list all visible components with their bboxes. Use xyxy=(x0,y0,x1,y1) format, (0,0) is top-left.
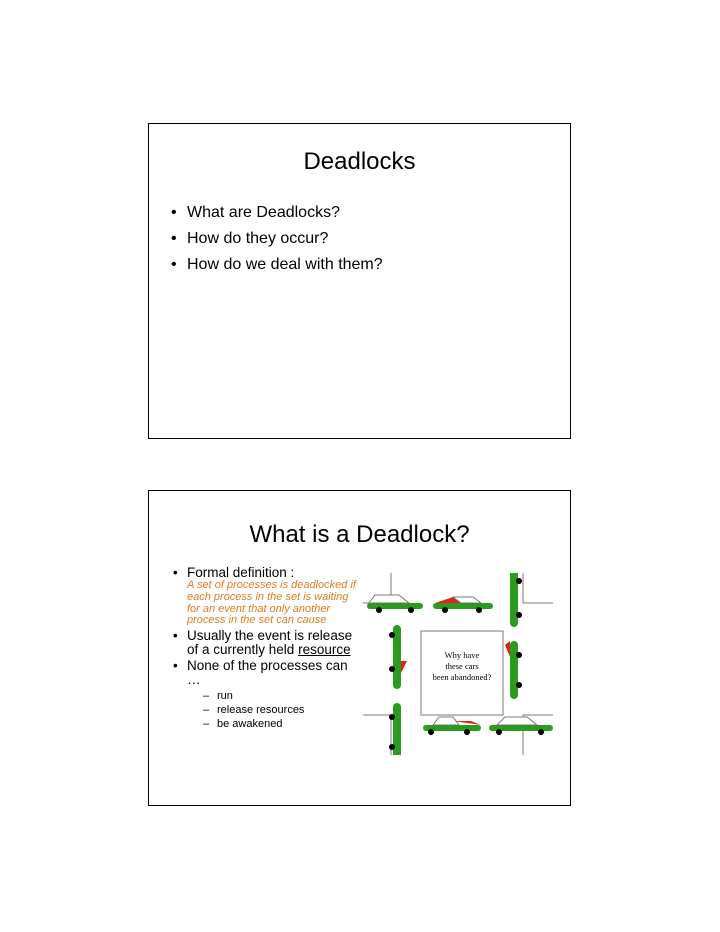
slide-deadlocks xyxy=(148,123,571,439)
car-left-middle xyxy=(389,625,407,689)
bullet-text: Usually the event is release of a currently held xyxy=(187,628,353,658)
sub-bullet-list xyxy=(203,689,363,731)
sub-bullet-item: – run xyxy=(203,689,363,703)
car-right-middle xyxy=(505,641,522,699)
bullet-formal-definition xyxy=(173,566,363,627)
car-top-left xyxy=(367,595,423,613)
bullet-item: • How do they occur? xyxy=(169,226,383,252)
caption-line-1: Why have xyxy=(444,650,480,660)
sub-bullet-item: – be awakened xyxy=(203,717,363,731)
slide-title: What is a Deadlock? xyxy=(249,521,470,548)
bullet-list xyxy=(169,200,383,278)
car-top-middle xyxy=(433,597,493,613)
car-bottom-right xyxy=(489,717,553,735)
bullet-event xyxy=(173,629,363,657)
traffic-deadlock-illustration xyxy=(363,573,553,755)
sub-bullet-item: – release resources xyxy=(203,703,363,717)
caption-line-3: been abandoned? xyxy=(432,672,492,682)
car-bottom-middle xyxy=(423,717,481,735)
bullet-item: • How do we deal with them? xyxy=(169,252,383,278)
slide-title: Deadlocks xyxy=(303,148,416,175)
caption-line-2: these cars xyxy=(445,661,479,671)
car-right-top xyxy=(510,573,522,627)
definition-text: A set of processes is deadlocked if each process in the set is waiting for an event that only another process in the set can cause xyxy=(187,579,356,627)
bullet-text: None of the processes can … xyxy=(187,658,348,688)
bullet-column xyxy=(173,566,363,733)
underlined-word: resource xyxy=(298,642,351,658)
bullet-item: • What are Deadlocks? xyxy=(169,200,383,226)
slide-what-is-deadlock xyxy=(148,490,571,806)
bullet-label: Formal definition : xyxy=(187,565,295,580)
bullet-none-can xyxy=(173,659,363,731)
